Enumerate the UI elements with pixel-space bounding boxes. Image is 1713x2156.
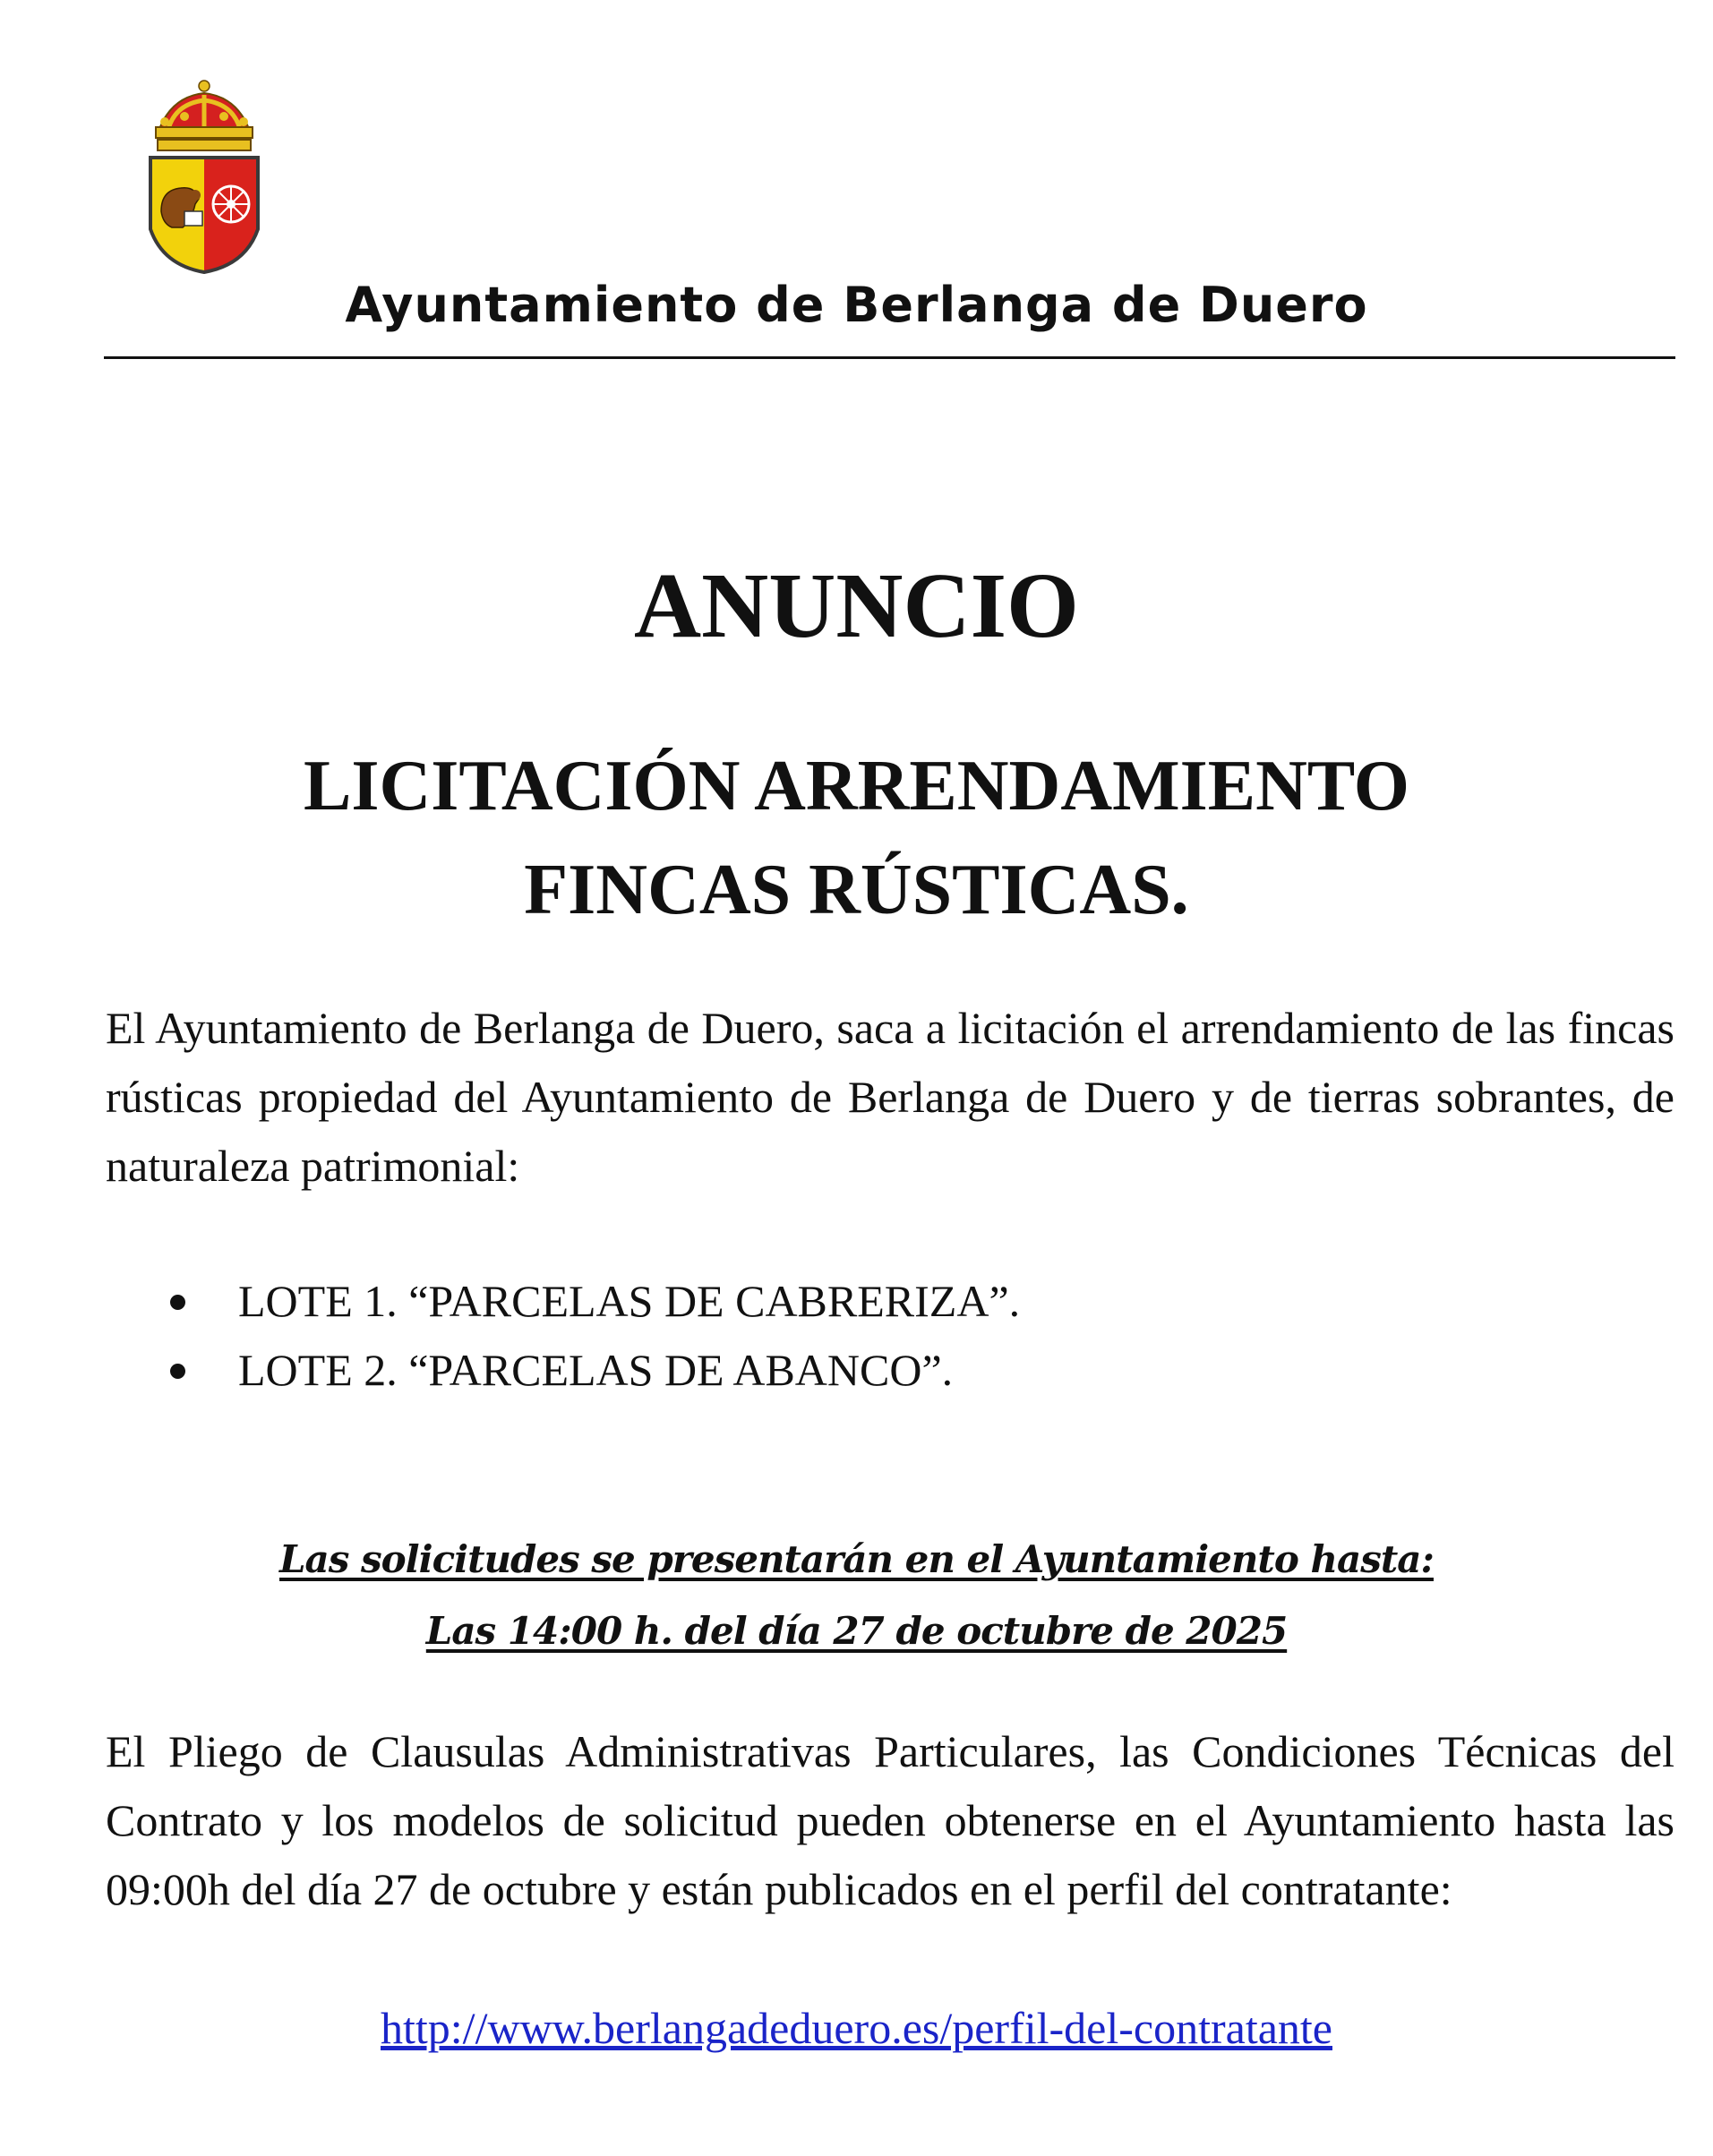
documents-paragraph: El Pliego de Clausulas Administrativas Particulares, las Condiciones Técnicas del Contrato y los modelos de solicitud pueden obtenerse en el Ayuntamiento hasta las 09:00h del día 27 de octubre y están publicados en el perfil del contratante: [106,1726,1674,1914]
profile-link-container [0,1994,1713,2063]
bullet-icon [170,1295,185,1310]
lot-list [170,1267,1020,1405]
shield-icon [150,158,258,272]
crown-icon [156,81,253,150]
organization-title: Ayuntamiento de Berlanga de Duero [345,277,1368,333]
deadline-line1: Las solicitudes se presentarán en el Ayuntamiento hasta: [279,1537,1434,1581]
notice-subtitle-line2: FINCAS RÚSTICAS. [524,851,1189,929]
coat-of-arms-logo [109,77,299,279]
notice-title: ANUNCIO [634,554,1079,657]
profile-link[interactable]: http://www.berlangadeduero.es/perfil-del-contratante [381,2003,1332,2053]
header-divider [104,356,1675,359]
deadline-line2: Las 14:00 h. del día 27 de octubre de 2025 [425,1609,1288,1653]
list-item [170,1336,1020,1405]
bullet-icon [170,1364,185,1379]
intro-paragraph: El Ayuntamiento de Berlanga de Duero, saca a licitación el arrendamiento de las fincas rústicas propiedad del Ayuntamiento de Berlanga de Duero y de tierras sobrantes, de naturaleza patrimonial: [106,1003,1674,1191]
list-item [170,1267,1020,1336]
lot-label: LOTE 2. “PARCELAS DE ABANCO”. [238,1345,954,1395]
notice-subtitle-line1: LICITACIÓN ARRENDAMIENTO [304,747,1409,826]
lot-label: LOTE 1. “PARCELAS DE CABRERIZA”. [238,1276,1021,1326]
